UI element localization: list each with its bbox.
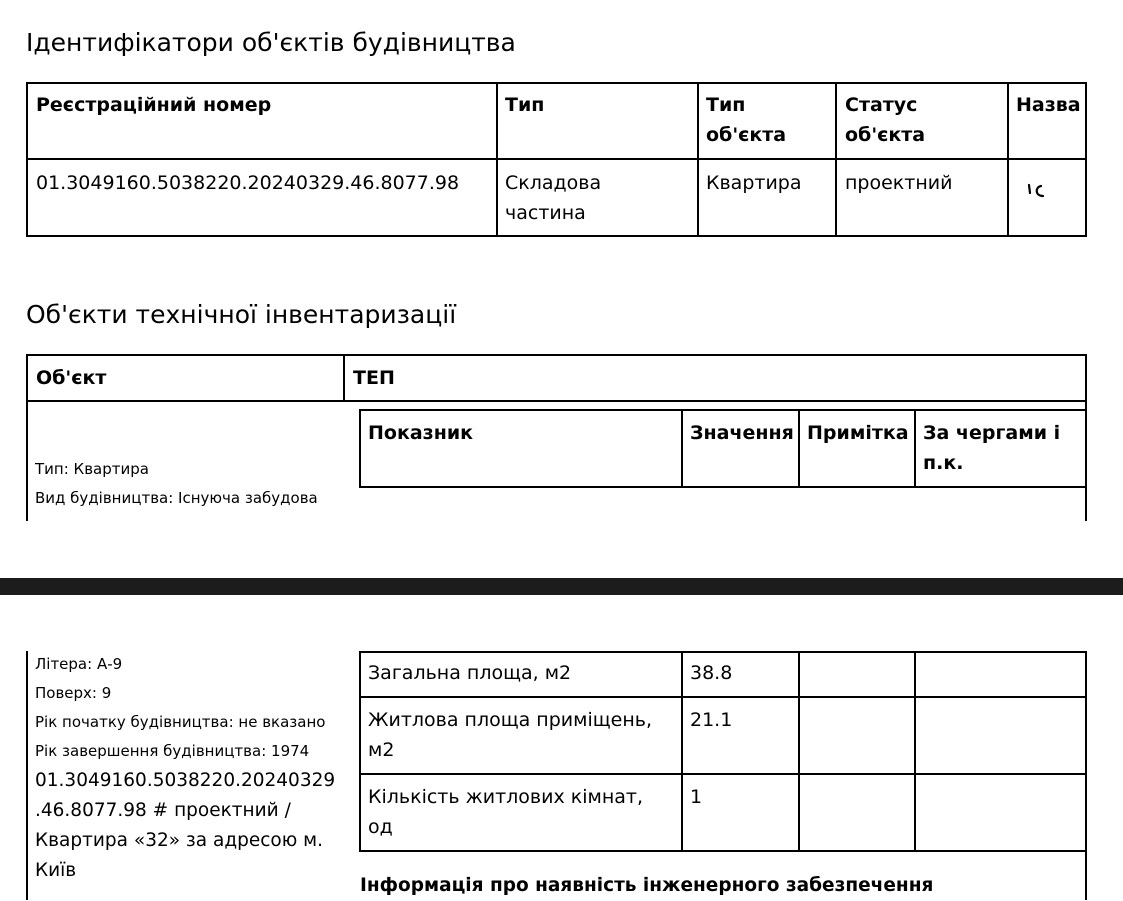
floor-info: Поверх: 9 bbox=[35, 684, 112, 702]
section-title-tech-inventory: Об'єкти технічної інвентаризації bbox=[26, 300, 457, 329]
indicator-row-1: Загальна площа, м2 bbox=[368, 662, 572, 684]
letter-info: Літера: А-9 bbox=[35, 655, 123, 673]
cell-reg-number: 01.3049160.5038220.20240329.46.8077.98 bbox=[36, 172, 460, 194]
table-border bbox=[26, 158, 1087, 160]
table-border bbox=[26, 82, 28, 237]
table-border bbox=[26, 235, 1087, 237]
table-border bbox=[359, 850, 1085, 852]
value-row-2: 21.1 bbox=[690, 709, 733, 731]
construction-kind-info: Вид будівництва: Існуюча забудова bbox=[35, 489, 318, 507]
table-border bbox=[1085, 651, 1087, 900]
table-border bbox=[798, 409, 800, 488]
header-type: Тип bbox=[505, 94, 545, 116]
object-type-info: Тип: Квартира bbox=[35, 460, 149, 478]
table-border bbox=[697, 82, 699, 237]
table-border bbox=[496, 82, 498, 237]
engineering-info-title: Інформація про наявність інженерного забезпечення bbox=[360, 875, 934, 896]
cell-type: Складова частина bbox=[505, 172, 602, 224]
table-border bbox=[359, 409, 1085, 411]
page-separator bbox=[0, 578, 1123, 595]
table-border bbox=[914, 409, 916, 488]
object-description: 01.3049160.5038220.20240329 .46.8077.98 # проектний / Квартира «32» за адресою м. Київ bbox=[35, 770, 336, 881]
table-border bbox=[1085, 354, 1087, 521]
table-border bbox=[1085, 82, 1087, 237]
table-border bbox=[359, 409, 361, 488]
header-object: Об'єкт bbox=[36, 367, 107, 389]
table-border bbox=[343, 354, 345, 402]
header-by-stage: За чергами і п.к. bbox=[923, 422, 1061, 474]
header-value: Значення bbox=[690, 422, 794, 444]
end-year-info: Рік завершення будівництва: 1974 bbox=[35, 742, 310, 760]
value-row-3: 1 bbox=[690, 786, 703, 808]
table-border bbox=[359, 651, 361, 852]
table-border bbox=[914, 651, 916, 852]
table-border bbox=[26, 400, 1087, 402]
table-border bbox=[681, 651, 683, 852]
start-year-info: Рік початку будівництва: не вказано bbox=[35, 713, 326, 731]
header-tep: ТЕП bbox=[353, 367, 395, 389]
table-border bbox=[359, 773, 1085, 775]
page-break-gap bbox=[0, 521, 1123, 578]
name-mark-icon bbox=[1024, 180, 1050, 202]
table-border bbox=[26, 82, 1087, 84]
value-row-1: 38.8 bbox=[690, 662, 733, 684]
header-reg-number: Реєстраційний номер bbox=[36, 94, 272, 116]
header-object-type: Тип об'єкта bbox=[706, 94, 787, 146]
table-border bbox=[26, 651, 28, 900]
header-name: Назва bbox=[1016, 94, 1081, 116]
table-border bbox=[1007, 82, 1009, 237]
table-border bbox=[835, 82, 837, 237]
table-border bbox=[798, 651, 800, 852]
indicator-row-2: Житлова площа приміщень, м2 bbox=[368, 709, 652, 761]
table-border bbox=[359, 651, 1085, 653]
section-title-construction-ids: Ідентифікатори об'єктів будівництва bbox=[26, 28, 516, 57]
table-border bbox=[26, 354, 1087, 356]
table-border bbox=[681, 409, 683, 488]
table-border bbox=[26, 354, 28, 521]
header-indicator: Показник bbox=[368, 422, 474, 444]
cell-object-type: Квартира bbox=[706, 172, 802, 194]
header-object-status: Статус об'єкта bbox=[845, 94, 926, 146]
header-note: Примітка bbox=[807, 422, 909, 444]
cell-object-status: проектний bbox=[845, 172, 953, 194]
table-border bbox=[359, 696, 1085, 698]
table-border bbox=[359, 486, 1085, 488]
indicator-row-3: Кількість житлових кімнат, од bbox=[368, 786, 644, 838]
